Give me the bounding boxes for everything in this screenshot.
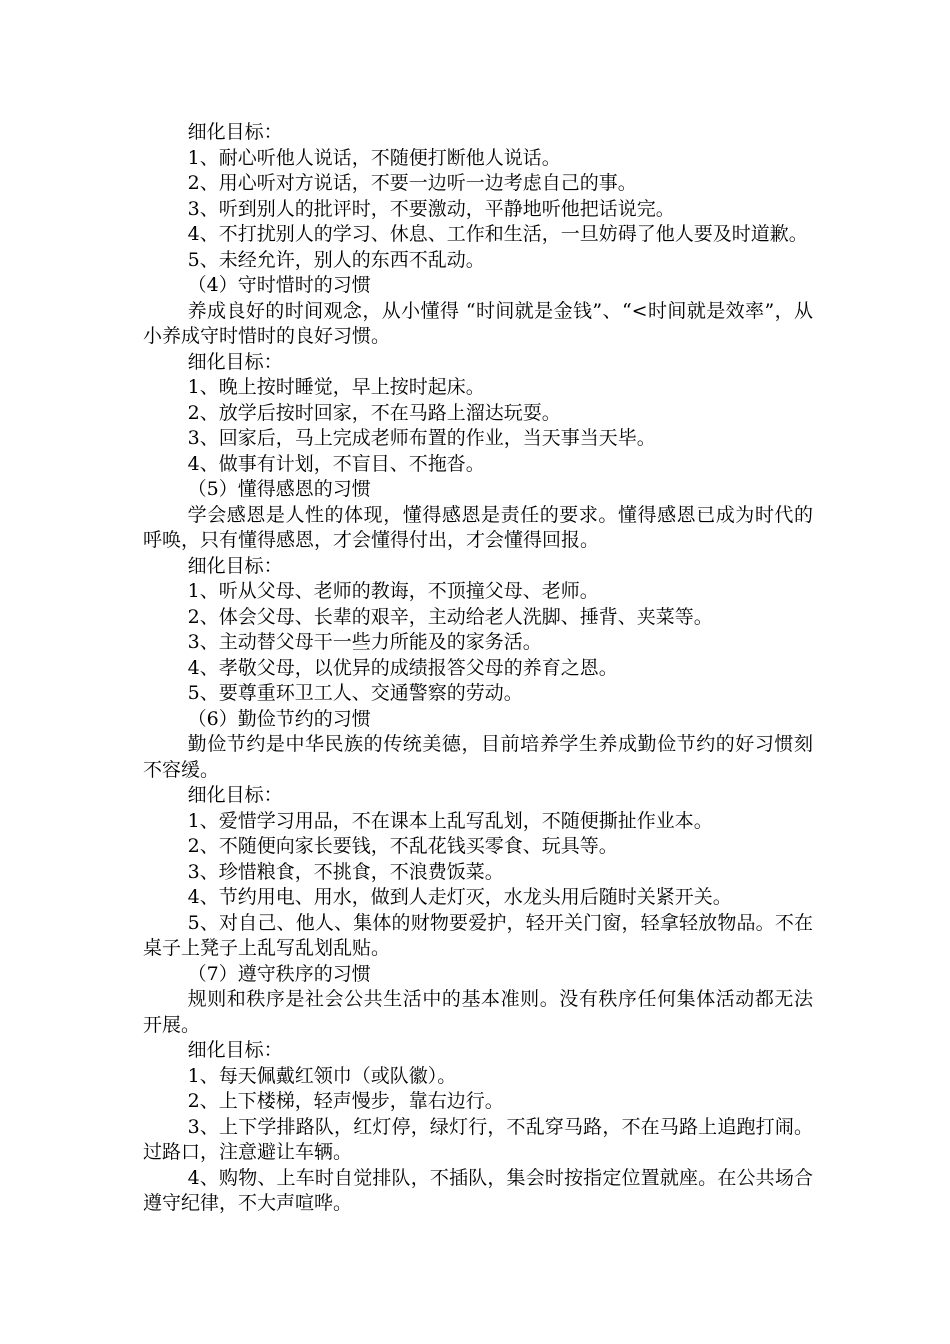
list-item: 3、回家后，马上完成老师布置的作业，当天事当天毕。 xyxy=(187,427,656,449)
list-item: 2、体会父母、长辈的艰辛，主动给老人洗脚、捶背、夹菜等。 xyxy=(187,605,713,628)
list-item: 3、珍惜粮食，不挑食，不浪费饭菜。 xyxy=(187,860,504,883)
section-heading: （6）勤俭节约的习惯 xyxy=(187,707,371,730)
list-item: 2、用心听对方说话，不要一边听一边考虑自己的事。 xyxy=(187,172,637,194)
text-paragraph: 细化目标： xyxy=(187,121,283,143)
text-paragraph: 细化目标： xyxy=(187,350,283,373)
list-item: 2、不随便向家长要钱，不乱花钱买零食、玩具等。 xyxy=(187,835,618,857)
list-item: 5、对自己、他人、集体的财物要爱护，轻开关门窗，轻拿轻放物品。不在桌子上凳子上乱写乱划乱贴。 xyxy=(143,911,813,959)
text-paragraph: 细化目标： xyxy=(187,554,283,577)
list-item: 1、晚上按时睡觉，早上按时起床。 xyxy=(187,376,485,398)
list-item: 4、做事有计划，不盲目、不拖沓。 xyxy=(187,452,485,475)
list-item: 4、购物、上车时自觉排队，不插队，集会时按指定位置就座。在公共场合遵守纪律，不大声喧哗。 xyxy=(143,1166,813,1214)
list-item: 5、未经允许，别人的东西不乱动。 xyxy=(187,248,485,271)
list-item: 5、要尊重环卫工人、交通警察的劳动。 xyxy=(187,682,523,704)
list-item: 1、耐心听他人说话，不随便打断他人说话。 xyxy=(187,146,561,169)
list-item: 1、每天佩戴红领巾（或队徽）。 xyxy=(187,1064,457,1087)
text-paragraph: 细化目标： xyxy=(187,784,283,806)
section-heading: （4）守时惜时的习惯 xyxy=(187,274,371,296)
section-heading: （7）遵守秩序的习惯 xyxy=(187,962,371,985)
list-item: 2、上下楼梯，轻声慢步，靠右边行。 xyxy=(187,1090,504,1112)
list-item: 3、上下学排路队，红灯停，绿灯行，不乱穿马路，不在马路上追跑打闹。过路口，注意避让车辆。 xyxy=(143,1115,813,1163)
text-paragraph: 学会感恩是人性的体现，懂得感恩是责任的要求。懂得感恩已成为时代的呼唤，只有懂得感恩，才会懂得付出，才会懂得回报。 xyxy=(143,503,813,551)
text-paragraph: 细化目标： xyxy=(187,1039,283,1061)
list-item: 4、孝敬父母，以优异的成绩报答父母的养育之恩。 xyxy=(187,656,618,679)
list-item: 4、不打扰别人的学习、休息、工作和生活，一旦妨碍了他人要及时道歉。 xyxy=(187,223,808,245)
text-paragraph: 养成良好的时间观念，从小懂得 “时间就是金钱”、“<时间就是效率”，从小养成守时惜时的良好习惯。 xyxy=(143,299,813,347)
text-paragraph: 规则和秩序是社会公共生活中的基本准则。没有秩序任何集体活动都无法开展。 xyxy=(143,988,813,1036)
list-item: 1、爱惜学习用品，不在课本上乱写乱划，不随便撕扯作业本。 xyxy=(187,809,713,832)
list-item: 2、放学后按时回家，不在马路上溜达玩耍。 xyxy=(187,401,561,424)
document-page xyxy=(143,120,813,1217)
list-item: 1、听从父母、老师的教诲，不顶撞父母、老师。 xyxy=(187,580,599,602)
list-item: 3、听到别人的批评时，不要激动，平静地听他把话说完。 xyxy=(187,197,675,220)
list-item: 4、节约用电、用水，做到人走灯灭，水龙头用后随时关紧开关。 xyxy=(187,886,732,908)
list-item: 3、主动替父母干一些力所能及的家务活。 xyxy=(187,631,542,653)
text-paragraph: 勤俭节约是中华民族的传统美德，目前培养学生养成勤俭节约的好习惯刻不容缓。 xyxy=(143,733,813,781)
section-heading: （5）懂得感恩的习惯 xyxy=(187,478,371,500)
